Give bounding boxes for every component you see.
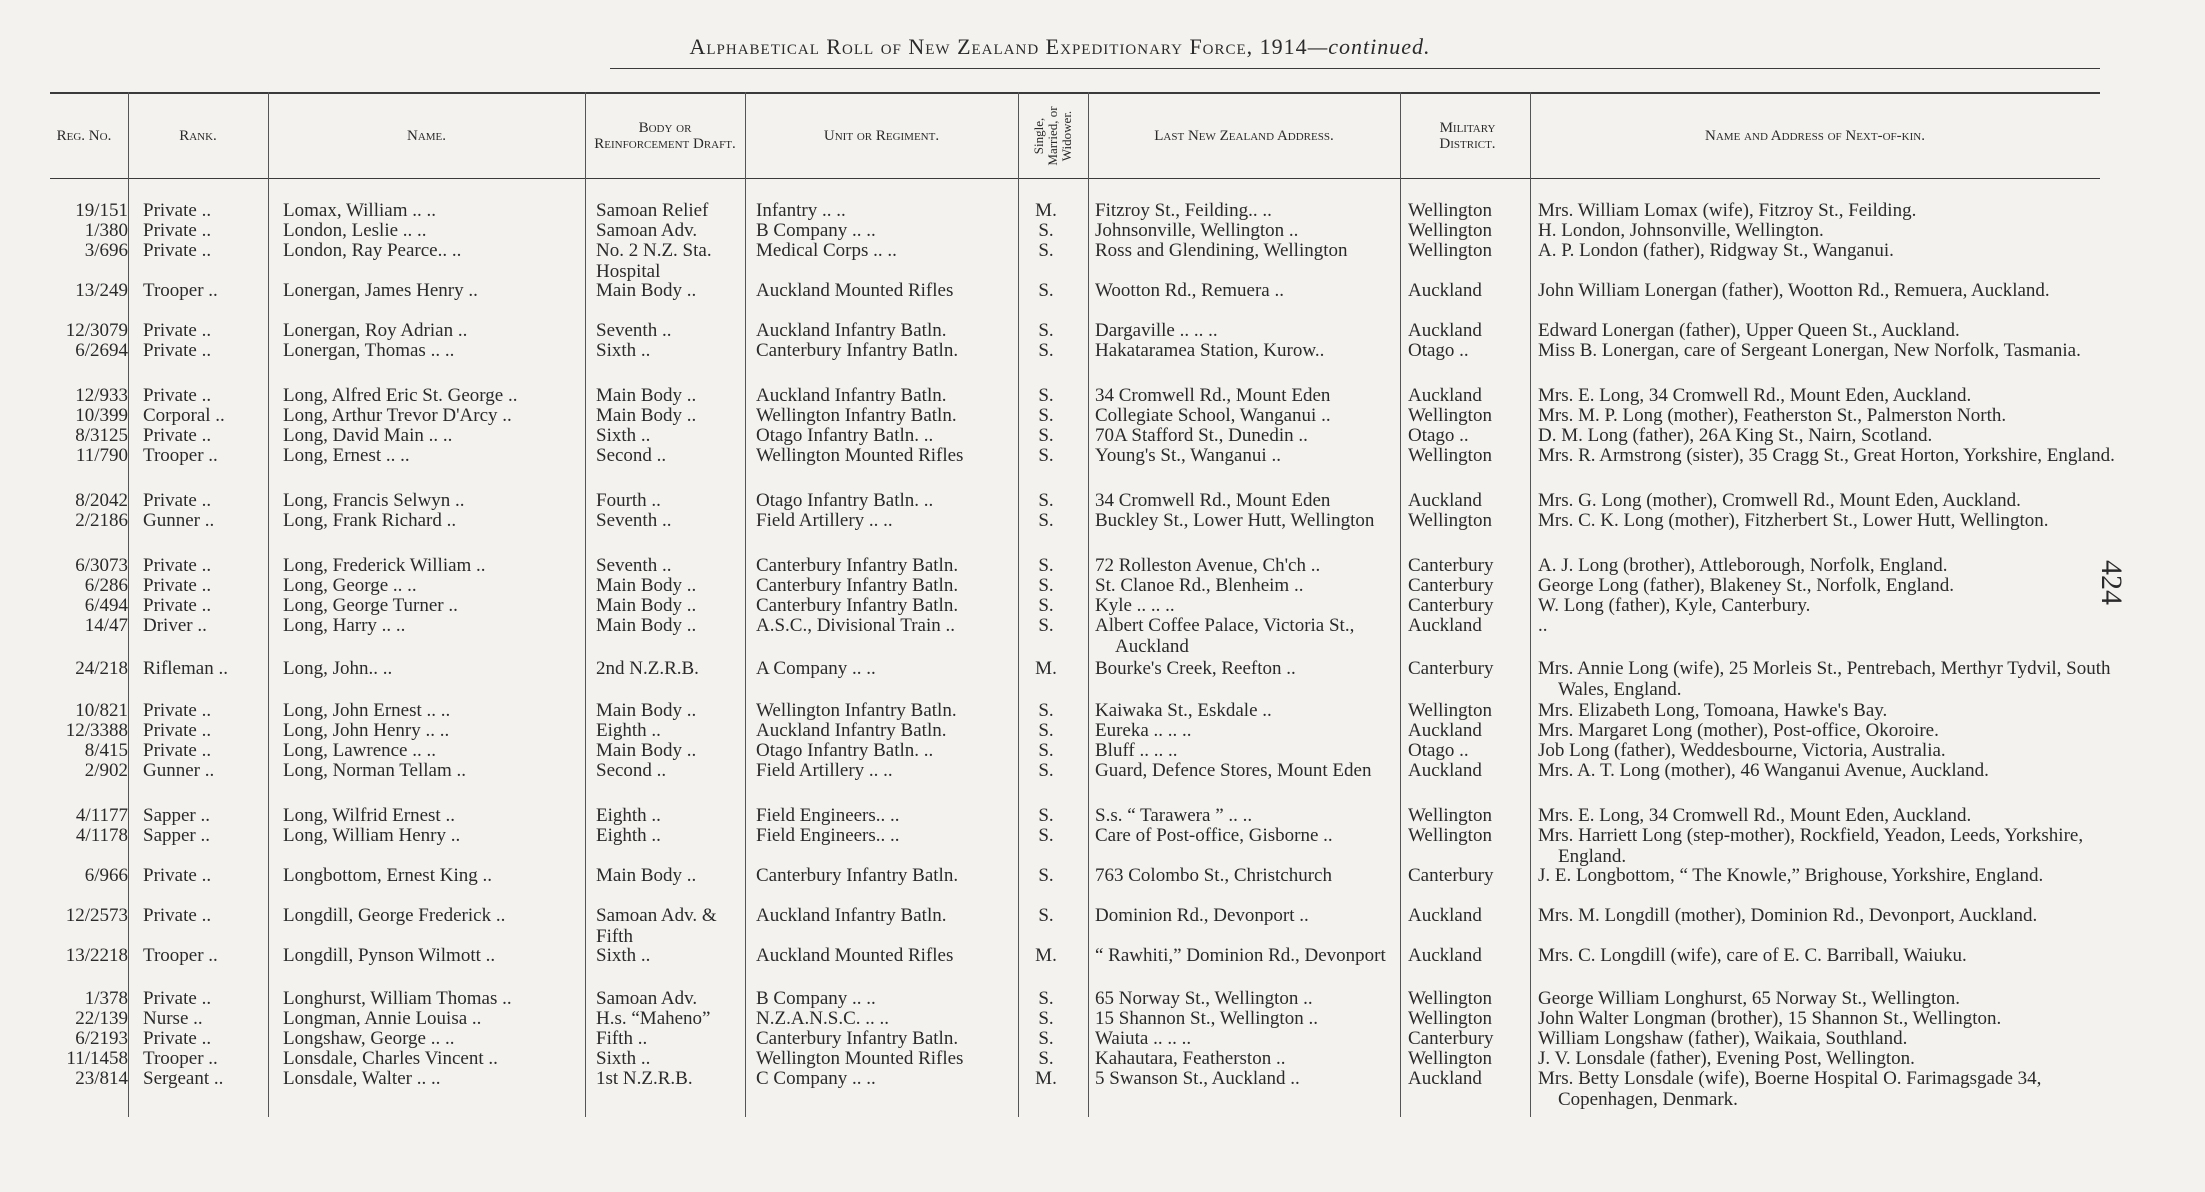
cell-unit: Canterbury Infantry Batln. [756, 575, 959, 596]
cell-rank: Sergeant .. [143, 1068, 224, 1089]
cell-marital-status: S. [1038, 575, 1054, 596]
header-next-of-kin: Name and Address of Next-of-kin. [1705, 128, 1925, 144]
cell-unit: Wellington Infantry Batln. [756, 405, 957, 426]
cell-rank: Trooper .. [143, 1048, 218, 1069]
cell-unit: B Company .. .. [756, 220, 876, 241]
cell-draft: Main Body .. [596, 865, 697, 886]
cell-district: Wellington [1408, 1008, 1492, 1029]
cell-draft: 1st N.Z.R.B. [596, 1068, 693, 1089]
cell-reg-no: 12/3079 [65, 320, 128, 341]
cell-district: Wellington [1408, 445, 1492, 466]
cell-rank: Driver .. [143, 615, 207, 636]
cell-unit: Auckland Infantry Batln. [756, 720, 947, 741]
cell-draft: Samoan Adv. [596, 220, 698, 241]
cell-name: Long, John Ernest .. .. [283, 700, 451, 721]
cell-unit: Canterbury Infantry Batln. [756, 865, 959, 886]
cell-address: Fitzroy St., Feilding.. .. [1095, 200, 1272, 221]
cell-reg-no: 10/821 [75, 700, 128, 721]
cell-district: Wellington [1408, 510, 1492, 531]
cell-name: Long, Lawrence .. .. [283, 740, 436, 761]
cell-next-of-kin: Mrs. Harriett Long (step-mother), Rockfield, Yeadon, Leeds, Yorkshire, England. [1538, 825, 2084, 867]
cell-reg-no: 23/814 [75, 1068, 128, 1089]
cell-next-of-kin: .. [1538, 615, 1548, 636]
cell-marital-status: S. [1038, 340, 1054, 361]
cell-reg-no: 19/151 [75, 200, 128, 221]
cell-draft: Samoan Relief [596, 200, 709, 221]
cell-unit: Otago Infantry Batln. .. [756, 740, 934, 761]
cell-unit: A Company .. .. [756, 658, 876, 679]
cell-district: Wellington [1408, 825, 1492, 846]
cell-reg-no: 13/2218 [65, 945, 128, 966]
cell-draft: Samoan Adv. & Fifth [596, 905, 717, 947]
cell-reg-no: 4/1177 [75, 805, 128, 826]
cell-marital-status: S. [1038, 825, 1054, 846]
cell-reg-no: 1/378 [84, 988, 128, 1009]
cell-district: Auckland [1408, 720, 1482, 741]
cell-address: Kahautara, Featherston .. [1095, 1048, 1286, 1069]
title-continued: —continued. [1307, 34, 1431, 59]
cell-marital-status: S. [1038, 490, 1054, 511]
cell-reg-no: 10/399 [75, 405, 128, 426]
cell-reg-no: 2/902 [84, 760, 128, 781]
cell-rank: Rifleman .. [143, 658, 228, 679]
header-district: Military District. [1439, 120, 1496, 152]
cell-address: Hakataramea Station, Kurow.. [1095, 340, 1325, 361]
cell-address: 34 Cromwell Rd., Mount Eden [1095, 385, 1331, 406]
cell-rank: Private .. [143, 220, 212, 241]
cell-draft: Main Body .. [596, 405, 697, 426]
header-unit: Unit or Regiment. [823, 128, 940, 144]
cell-district: Auckland [1408, 490, 1482, 511]
cell-rank: Private .. [143, 575, 212, 596]
cell-next-of-kin: Mrs. E. Long, 34 Cromwell Rd., Mount Eden, Auckland. [1538, 805, 1972, 826]
cell-rank: Private .. [143, 555, 212, 576]
cell-unit: C Company .. .. [756, 1068, 876, 1089]
cell-rank: Sapper .. [143, 805, 211, 826]
cell-name: Long, George .. .. [283, 575, 417, 596]
cell-marital-status: S. [1038, 760, 1054, 781]
cell-next-of-kin: J. E. Longbottom, “ The Knowle,” Brighouse, Yorkshire, England. [1538, 865, 2044, 886]
cell-reg-no: 13/249 [75, 280, 128, 301]
cell-unit: Otago Infantry Batln. .. [756, 425, 934, 446]
cell-next-of-kin: Mrs. Annie Long (wife), 25 Morleis St., Pentrebach, Merthyr Tydvil, South Wales, England. [1538, 658, 2111, 700]
cell-reg-no: 22/139 [75, 1008, 128, 1029]
cell-marital-status: S. [1038, 905, 1054, 926]
cell-next-of-kin: Mrs. C. K. Long (mother), Fitzherbert St., Lower Hutt, Wellington. [1538, 510, 2049, 531]
cell-marital-status: S. [1038, 1008, 1054, 1029]
cell-unit: Auckland Infantry Batln. [756, 320, 947, 341]
cell-rank: Private .. [143, 240, 212, 261]
cell-reg-no: 6/286 [84, 575, 128, 596]
header-reg-no: Reg. No. [56, 128, 112, 144]
cell-address: Albert Coffee Palace, Victoria St., Auckland [1095, 615, 1355, 657]
cell-marital-status: S. [1038, 988, 1054, 1009]
cell-address: Care of Post-office, Gisborne .. [1095, 825, 1333, 846]
cell-name: Long, William Henry .. [283, 825, 461, 846]
cell-rank: Private .. [143, 200, 212, 221]
cell-name: Lomax, William .. .. [283, 200, 436, 221]
cell-unit: Auckland Mounted Rifles [756, 945, 954, 966]
cell-next-of-kin: J. V. Lonsdale (father), Evening Post, Wellington. [1538, 1048, 1915, 1069]
cell-rank: Private .. [143, 385, 212, 406]
cell-unit: Auckland Infantry Batln. [756, 905, 947, 926]
cell-name: Longbottom, Ernest King .. [283, 865, 492, 886]
roll-table-body [0, 200, 2205, 1130]
cell-draft: Main Body .. [596, 740, 697, 761]
cell-name: London, Ray Pearce.. .. [283, 240, 462, 261]
cell-district: Wellington [1408, 988, 1492, 1009]
cell-draft: Main Body .. [596, 595, 697, 616]
cell-marital-status: M. [1035, 945, 1057, 966]
cell-draft: Sixth .. [596, 425, 651, 446]
cell-next-of-kin: Mrs. A. T. Long (mother), 46 Wanganui Avenue, Auckland. [1538, 760, 1989, 781]
cell-next-of-kin: Mrs. R. Armstrong (sister), 35 Cragg St., Great Horton, Yorkshire, England. [1538, 445, 2115, 466]
cell-address: Guard, Defence Stores, Mount Eden [1095, 760, 1372, 781]
cell-next-of-kin: George William Longhurst, 65 Norway St., Wellington. [1538, 988, 1960, 1009]
cell-district: Wellington [1408, 405, 1492, 426]
cell-address: Eureka .. .. .. [1095, 720, 1192, 741]
cell-district: Wellington [1408, 220, 1492, 241]
cell-reg-no: 6/2694 [75, 340, 128, 361]
cell-unit: A.S.C., Divisional Train .. [756, 615, 956, 636]
cell-reg-no: 6/494 [84, 595, 128, 616]
cell-unit: Infantry .. .. [756, 200, 846, 221]
cell-marital-status: M. [1035, 658, 1057, 679]
header-rank: Rank. [179, 128, 217, 144]
header-name: Name. [406, 128, 447, 144]
cell-unit: B Company .. .. [756, 988, 876, 1009]
cell-draft: Eighth .. [596, 825, 661, 846]
cell-marital-status: S. [1038, 385, 1054, 406]
cell-address: Wootton Rd., Remuera .. [1095, 280, 1284, 301]
cell-draft: Samoan Adv. [596, 988, 698, 1009]
cell-draft: Main Body .. [596, 280, 697, 301]
cell-name: Lonergan, James Henry .. [283, 280, 478, 301]
cell-unit: Otago Infantry Batln. .. [756, 490, 934, 511]
cell-district: Auckland [1408, 615, 1482, 636]
page-number: 424 [2095, 560, 2128, 605]
cell-rank: Private .. [143, 490, 212, 511]
cell-name: Long, Francis Selwyn .. [283, 490, 465, 511]
cell-address: 65 Norway St., Wellington .. [1095, 988, 1313, 1009]
cell-reg-no: 24/218 [75, 658, 128, 679]
cell-draft: Main Body .. [596, 575, 697, 596]
cell-marital-status: S. [1038, 700, 1054, 721]
cell-unit: Field Engineers.. .. [756, 805, 900, 826]
cell-district: Auckland [1408, 945, 1482, 966]
cell-marital-status: S. [1038, 865, 1054, 886]
cell-address: 34 Cromwell Rd., Mount Eden [1095, 490, 1331, 511]
cell-name: Long, Alfred Eric St. George .. [283, 385, 518, 406]
cell-next-of-kin: Mrs. William Lomax (wife), Fitzroy St., Feilding. [1538, 200, 1917, 221]
cell-reg-no: 12/2573 [65, 905, 128, 926]
cell-name: Lonergan, Thomas .. .. [283, 340, 455, 361]
cell-address: Waiuta .. .. .. [1095, 1028, 1192, 1049]
cell-rank: Private .. [143, 720, 212, 741]
cell-name: Long, Frank Richard .. [283, 510, 457, 531]
cell-marital-status: S. [1038, 805, 1054, 826]
cell-name: Lonergan, Roy Adrian .. [283, 320, 468, 341]
header-draft: Body or Reinforcement Draft. [594, 120, 736, 152]
cell-draft: Seventh .. [596, 320, 672, 341]
cell-next-of-kin: A. J. Long (brother), Attleborough, Norfolk, England. [1538, 555, 1948, 576]
cell-next-of-kin: Edward Lonergan (father), Upper Queen St., Auckland. [1538, 320, 1960, 341]
cell-reg-no: 11/790 [75, 445, 128, 466]
cell-rank: Gunner .. [143, 510, 215, 531]
cell-draft: No. 2 N.Z. Sta. Hospital [596, 240, 712, 282]
cell-next-of-kin: George Long (father), Blakeney St., Norfolk, England. [1538, 575, 1954, 596]
cell-address: 763 Colombo St., Christchurch [1095, 865, 1332, 886]
cell-rank: Private .. [143, 1028, 212, 1049]
cell-rank: Private .. [143, 340, 212, 361]
cell-address: Kyle .. .. .. [1095, 595, 1175, 616]
cell-rank: Trooper .. [143, 945, 218, 966]
cell-draft: Sixth .. [596, 945, 651, 966]
cell-reg-no: 3/696 [84, 240, 128, 261]
cell-rank: Gunner .. [143, 760, 215, 781]
cell-name: Longdill, Pynson Wilmott .. [283, 945, 496, 966]
cell-draft: Second .. [596, 445, 667, 466]
cell-draft: Seventh .. [596, 510, 672, 531]
cell-district: Auckland [1408, 1068, 1482, 1089]
cell-reg-no: 6/966 [84, 865, 128, 886]
cell-unit: Canterbury Infantry Batln. [756, 340, 959, 361]
cell-district: Auckland [1408, 760, 1482, 781]
cell-rank: Private .. [143, 865, 212, 886]
cell-next-of-kin: John Walter Longman (brother), 15 Shannon St., Wellington. [1538, 1008, 2002, 1029]
cell-district: Auckland [1408, 280, 1482, 301]
cell-next-of-kin: John William Lonergan (father), Wootton Rd., Remuera, Auckland. [1538, 280, 2050, 301]
cell-rank: Nurse .. [143, 1008, 203, 1029]
cell-district: Otago .. [1408, 740, 1469, 761]
cell-reg-no: 12/933 [75, 385, 128, 406]
cell-district: Wellington [1408, 805, 1492, 826]
cell-district: Auckland [1408, 385, 1482, 406]
cell-next-of-kin: H. London, Johnsonville, Wellington. [1538, 220, 1824, 241]
cell-next-of-kin: Mrs. E. Long, 34 Cromwell Rd., Mount Eden, Auckland. [1538, 385, 1972, 406]
cell-draft: Sixth .. [596, 1048, 651, 1069]
cell-next-of-kin: Mrs. M. Longdill (mother), Dominion Rd., Devonport, Auckland. [1538, 905, 2038, 926]
cell-marital-status: S. [1038, 510, 1054, 531]
cell-next-of-kin: Job Long (father), Weddesbourne, Victoria, Australia. [1538, 740, 1946, 761]
cell-unit: Medical Corps .. .. [756, 240, 897, 261]
cell-unit: Auckland Infantry Batln. [756, 385, 947, 406]
cell-name: Long, Frederick William .. [283, 555, 486, 576]
cell-marital-status: S. [1038, 1048, 1054, 1069]
cell-name: Long, Wilfrid Ernest .. [283, 805, 455, 826]
cell-next-of-kin: Mrs. C. Longdill (wife), care of E. C. Barriball, Waiuku. [1538, 945, 1967, 966]
cell-rank: Corporal .. [143, 405, 225, 426]
header-marital-status [1018, 92, 1088, 180]
cell-district: Canterbury [1408, 1028, 1494, 1049]
cell-rank: Private .. [143, 425, 212, 446]
cell-reg-no: 1/380 [84, 220, 128, 241]
cell-district: Auckland [1408, 320, 1482, 341]
cell-name: London, Leslie .. .. [283, 220, 427, 241]
cell-next-of-kin: W. Long (father), Kyle, Canterbury. [1538, 595, 1811, 616]
header-marital-status-text: Single, Married, or Widower. [1031, 106, 1074, 166]
cell-address: 70A Stafford St., Dunedin .. [1095, 425, 1308, 446]
title-rule [610, 68, 2100, 69]
cell-draft: Second .. [596, 760, 667, 781]
cell-reg-no: 12/3388 [65, 720, 128, 741]
cell-address: Kaiwaka St., Eskdale .. [1095, 700, 1272, 721]
cell-rank: Trooper .. [143, 445, 218, 466]
cell-draft: Main Body .. [596, 385, 697, 406]
cell-district: Auckland [1408, 905, 1482, 926]
cell-name: Long, Ernest .. .. [283, 445, 410, 466]
cell-address: Dargaville .. .. .. [1095, 320, 1218, 341]
cell-marital-status: M. [1035, 1068, 1057, 1089]
cell-marital-status: S. [1038, 240, 1054, 261]
cell-name: Long, David Main .. .. [283, 425, 453, 446]
cell-district: Canterbury [1408, 658, 1494, 679]
cell-next-of-kin: Mrs. G. Long (mother), Cromwell Rd., Mount Eden, Auckland. [1538, 490, 2021, 511]
title-main: Alphabetical Roll of New Zealand Expeditionary Force, 1914 [689, 34, 1308, 59]
cell-address: S.s. “ Tarawera ” .. .. [1095, 805, 1253, 826]
cell-next-of-kin: Miss B. Lonergan, care of Sergeant Lonergan, New Norfolk, Tasmania. [1538, 340, 2081, 361]
cell-draft: Main Body .. [596, 615, 697, 636]
cell-reg-no: 6/3073 [75, 555, 128, 576]
cell-reg-no: 14/47 [84, 615, 128, 636]
cell-address: 15 Shannon St., Wellington .. [1095, 1008, 1318, 1029]
cell-district: Wellington [1408, 700, 1492, 721]
cell-marital-status: S. [1038, 740, 1054, 761]
cell-draft: Seventh .. [596, 555, 672, 576]
cell-district: Canterbury [1408, 865, 1494, 886]
cell-marital-status: S. [1038, 615, 1054, 636]
cell-district: Canterbury [1408, 555, 1494, 576]
cell-marital-status: S. [1038, 555, 1054, 576]
cell-next-of-kin: A. P. London (father), Ridgway St., Wanganui. [1538, 240, 1894, 261]
cell-address: Collegiate School, Wanganui .. [1095, 405, 1331, 426]
cell-address: 72 Rolleston Avenue, Ch'ch .. [1095, 555, 1321, 576]
cell-unit: Canterbury Infantry Batln. [756, 555, 959, 576]
page-title [0, 34, 2120, 60]
cell-draft: H.s. “Maheno” [596, 1008, 711, 1029]
cell-reg-no: 2/2186 [75, 510, 128, 531]
cell-next-of-kin: Mrs. Margaret Long (mother), Post-office, Okoroire. [1538, 720, 1939, 741]
cell-name: Long, Harry .. .. [283, 615, 406, 636]
cell-marital-status: S. [1038, 1028, 1054, 1049]
cell-address: Bluff .. .. .. [1095, 740, 1178, 761]
cell-marital-status: S. [1038, 595, 1054, 616]
cell-name: Longshaw, George .. .. [283, 1028, 455, 1049]
cell-rank: Trooper .. [143, 280, 218, 301]
cell-name: Long, Norman Tellam .. [283, 760, 467, 781]
cell-address: Buckley St., Lower Hutt, Wellington [1095, 510, 1375, 531]
cell-unit: Canterbury Infantry Batln. [756, 1028, 959, 1049]
cell-marital-status: S. [1038, 220, 1054, 241]
cell-address: Bourke's Creek, Reefton .. [1095, 658, 1296, 679]
cell-marital-status: M. [1035, 200, 1057, 221]
cell-next-of-kin: Mrs. Betty Lonsdale (wife), Boerne Hospital O. Farimagsgade 34, Copenhagen, Denmark. [1538, 1068, 2042, 1110]
cell-unit: Field Artillery .. .. [756, 510, 893, 531]
cell-unit: Wellington Mounted Rifles [756, 445, 964, 466]
cell-district: Otago .. [1408, 425, 1469, 446]
cell-rank: Private .. [143, 988, 212, 1009]
cell-rank: Private .. [143, 740, 212, 761]
cell-draft: Fifth .. [596, 1028, 648, 1049]
cell-unit: Field Artillery .. .. [756, 760, 893, 781]
cell-unit: Canterbury Infantry Batln. [756, 595, 959, 616]
cell-next-of-kin: Mrs. Elizabeth Long, Tomoana, Hawke's Bay. [1538, 700, 1888, 721]
cell-draft: 2nd N.Z.R.B. [596, 658, 699, 679]
cell-address: Johnsonville, Wellington .. [1095, 220, 1299, 241]
cell-rank: Private .. [143, 595, 212, 616]
cell-draft: Fourth .. [596, 490, 661, 511]
cell-name: Longhurst, William Thomas .. [283, 988, 512, 1009]
cell-marital-status: S. [1038, 720, 1054, 741]
cell-reg-no: 8/3125 [75, 425, 128, 446]
cell-address: St. Clanoe Rd., Blenheim .. [1095, 575, 1304, 596]
cell-name: Long, John.. .. [283, 658, 393, 679]
cell-reg-no: 6/2193 [75, 1028, 128, 1049]
cell-name: Long, George Turner .. [283, 595, 458, 616]
cell-marital-status: S. [1038, 405, 1054, 426]
cell-draft: Eighth .. [596, 805, 661, 826]
header-address: Last New Zealand Address. [1154, 128, 1334, 144]
cell-district: Wellington [1408, 240, 1492, 261]
cell-district: Canterbury [1408, 575, 1494, 596]
cell-marital-status: S. [1038, 445, 1054, 466]
cell-unit: Wellington Infantry Batln. [756, 700, 957, 721]
cell-rank: Private .. [143, 320, 212, 341]
cell-name: Lonsdale, Charles Vincent .. [283, 1048, 498, 1069]
cell-unit: Auckland Mounted Rifles [756, 280, 954, 301]
cell-address: Dominion Rd., Devonport .. [1095, 905, 1309, 926]
cell-address: “ Rawhiti,” Dominion Rd., Devonport [1095, 945, 1386, 966]
cell-marital-status: S. [1038, 320, 1054, 341]
cell-name: Long, John Henry .. .. [283, 720, 450, 741]
cell-address: 5 Swanson St., Auckland .. [1095, 1068, 1300, 1089]
cell-reg-no: 11/1458 [66, 1048, 128, 1069]
cell-unit: N.Z.A.N.S.C. .. .. [756, 1008, 890, 1029]
cell-name: Longdill, George Frederick .. [283, 905, 506, 926]
cell-address: Young's St., Wanganui .. [1095, 445, 1281, 466]
cell-unit: Field Engineers.. .. [756, 825, 900, 846]
cell-reg-no: 8/2042 [75, 490, 128, 511]
cell-rank: Private .. [143, 700, 212, 721]
cell-marital-status: S. [1038, 280, 1054, 301]
cell-next-of-kin: William Longshaw (father), Waikaia, Southland. [1538, 1028, 1908, 1049]
cell-district: Wellington [1408, 1048, 1492, 1069]
cell-marital-status: S. [1038, 425, 1054, 446]
cell-name: Longman, Annie Louisa .. [283, 1008, 482, 1029]
cell-district: Wellington [1408, 200, 1492, 221]
cell-district: Canterbury [1408, 595, 1494, 616]
cell-address: Ross and Glendining, Wellington [1095, 240, 1348, 261]
cell-next-of-kin: Mrs. M. P. Long (mother), Featherston St., Palmerston North. [1538, 405, 2007, 426]
cell-name: Long, Arthur Trevor D'Arcy .. [283, 405, 512, 426]
cell-district: Otago .. [1408, 340, 1469, 361]
cell-draft: Eighth .. [596, 720, 661, 741]
cell-name: Lonsdale, Walter .. .. [283, 1068, 441, 1089]
cell-rank: Private .. [143, 905, 212, 926]
cell-draft: Main Body .. [596, 700, 697, 721]
cell-next-of-kin: D. M. Long (father), 26A King St., Nairn, Scotland. [1538, 425, 1933, 446]
cell-reg-no: 8/415 [84, 740, 128, 761]
cell-draft: Sixth .. [596, 340, 651, 361]
cell-rank: Sapper .. [143, 825, 211, 846]
cell-unit: Wellington Mounted Rifles [756, 1048, 964, 1069]
cell-reg-no: 4/1178 [75, 825, 128, 846]
